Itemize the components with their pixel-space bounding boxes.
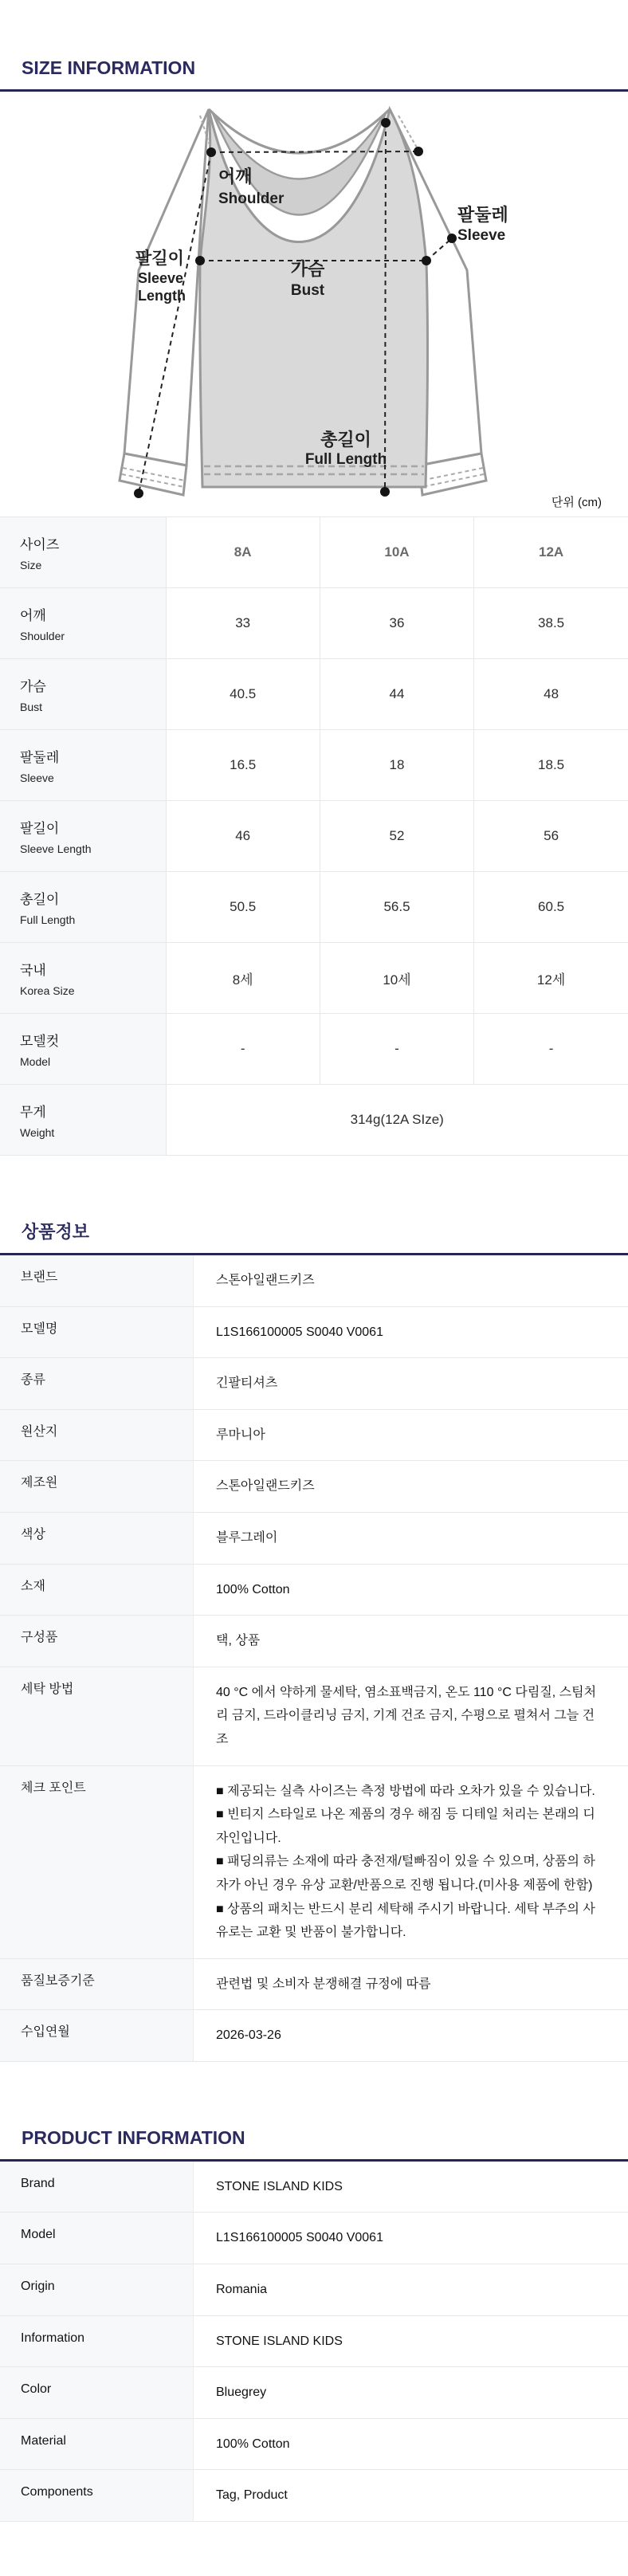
- row-label-ko: 총길이: [20, 888, 165, 908]
- row-label: 품질보증기준: [0, 1958, 194, 2010]
- check-point-line: ■ 패딩의류는 소재에 따라 충전재/털빠짐이 있을 수 있으며, 상품의 하자가 아닌 경우 유상 교환/반품으로 진행 됩니다.(미사용 제품에 한함): [216, 1850, 601, 1897]
- row-value: L1S166100005 S0040 V0061: [194, 1306, 628, 1358]
- row-value: 56.5: [320, 872, 473, 943]
- row-label-en: Bust: [20, 701, 165, 713]
- row-value: 관련법 및 소비자 분쟁해결 규정에 따름: [194, 1958, 628, 2010]
- unit-label: 단위 (cm): [0, 493, 628, 510]
- product-info-en-title: PRODUCT INFORMATION: [0, 2127, 628, 2159]
- row-label: [0, 659, 166, 730]
- shirt-measurement-diagram: [59, 103, 569, 501]
- diagram-label-sleeve-length-ko: 팔길이: [135, 249, 184, 268]
- table-row: [0, 1616, 628, 1667]
- table-row: [0, 2010, 628, 2062]
- row-value: 루마니아: [194, 1409, 628, 1461]
- row-value: STONE ISLAND KIDS: [194, 2162, 628, 2213]
- row-label-en: Full Length: [20, 913, 165, 926]
- product-info-ko-section: [0, 1221, 628, 2062]
- row-value: 36: [320, 588, 473, 659]
- row-label: Model: [0, 2213, 194, 2264]
- row-label: [0, 943, 166, 1014]
- row-value: 10A: [320, 517, 473, 588]
- table-row: [0, 1306, 628, 1358]
- table-row: [0, 1512, 628, 1564]
- diagram-label-full-length-ko: 총길이: [320, 430, 371, 450]
- diagram-label-full-length-en: Full Length: [305, 451, 387, 468]
- row-value: STONE ISLAND KIDS: [194, 2315, 628, 2367]
- table-row: [0, 2418, 628, 2470]
- table-row: [0, 1461, 628, 1513]
- row-label-ko: 사이즈: [20, 533, 165, 553]
- row-label-en: Sleeve Length: [20, 842, 165, 855]
- section-divider: [0, 89, 628, 92]
- row-value: 스톤아일랜드키즈: [194, 1255, 628, 1306]
- size-diagram: [59, 103, 569, 501]
- row-label: [0, 801, 166, 872]
- row-label: [0, 1014, 166, 1085]
- row-value: 100% Cotton: [194, 2418, 628, 2470]
- table-row: [0, 2367, 628, 2419]
- row-value: Tag, Product: [194, 2470, 628, 2522]
- row-value: 택, 상품: [194, 1616, 628, 1667]
- row-label-ko: 어깨: [20, 604, 165, 624]
- row-value: 48: [474, 659, 628, 730]
- check-point-line: ■ 빈티지 스타일로 나온 제품의 경우 해짐 등 디테일 처리는 본래의 디자인입니다.: [216, 1803, 601, 1850]
- row-value: 44: [320, 659, 473, 730]
- row-value: 33: [166, 588, 320, 659]
- row-label: 구성품: [0, 1616, 194, 1667]
- row-value: [194, 1765, 628, 1958]
- row-label: Color: [0, 2367, 194, 2419]
- row-label-ko: 팔둘레: [20, 746, 165, 766]
- table-row: [0, 1014, 628, 1085]
- size-information-title: SIZE INFORMATION: [0, 57, 628, 89]
- table-row: [0, 1085, 628, 1156]
- product-info-en-section: [0, 2127, 628, 2522]
- row-value: 긴팔티셔츠: [194, 1358, 628, 1410]
- row-value: 스톤아일랜드키즈: [194, 1461, 628, 1513]
- diagram-label-sleeve-length-en2: Length: [138, 288, 186, 304]
- row-label: 체크 포인트: [0, 1765, 194, 1958]
- diagram-label-shoulder-ko: 어깨: [218, 167, 253, 187]
- row-value: Bluegrey: [194, 2367, 628, 2419]
- row-label: 세탁 방법: [0, 1667, 194, 1765]
- row-label: Components: [0, 2470, 194, 2522]
- diagram-label-sleeve-ko: 팔둘레: [457, 205, 508, 225]
- check-point-line: ■ 상품의 패치는 반드시 분리 세탁해 주시기 바랍니다. 세탁 부주의 사유로는 교환 및 반품이 불가합니다.: [216, 1898, 601, 1945]
- table-row: [0, 659, 628, 730]
- row-value: 2026-03-26: [194, 2010, 628, 2062]
- table-row: [0, 2315, 628, 2367]
- row-value: L1S166100005 S0040 V0061: [194, 2213, 628, 2264]
- diagram-label-bust-ko: 가슴: [291, 259, 325, 279]
- row-label: [0, 730, 166, 801]
- top-spacer: [0, 0, 628, 57]
- row-value: 18.5: [474, 730, 628, 801]
- row-value: 46: [166, 801, 320, 872]
- table-row: [0, 517, 628, 588]
- table-row: [0, 2264, 628, 2316]
- row-value: 8A: [166, 517, 320, 588]
- row-label: Brand: [0, 2162, 194, 2213]
- row-label-en: Weight: [20, 1126, 165, 1139]
- row-value: 40.5: [166, 659, 320, 730]
- row-value: -: [474, 1014, 628, 1085]
- table-row: [0, 872, 628, 943]
- row-label-ko: 국내: [20, 959, 165, 979]
- row-value: 38.5: [474, 588, 628, 659]
- row-label-en: Korea Size: [20, 984, 165, 997]
- table-row: [0, 1667, 628, 1765]
- row-label: Origin: [0, 2264, 194, 2316]
- size-information-section: [0, 57, 628, 1156]
- row-label: 모델명: [0, 1306, 194, 1358]
- table-row: [0, 2470, 628, 2522]
- row-value: Romania: [194, 2264, 628, 2316]
- row-value: 100% Cotton: [194, 1564, 628, 1616]
- table-row: [0, 943, 628, 1014]
- row-label-ko: 모델컷: [20, 1030, 165, 1050]
- row-label-en: Shoulder: [20, 630, 165, 642]
- row-label-ko: 팔길이: [20, 817, 165, 837]
- product-info-ko-title: 상품정보: [0, 1221, 628, 1253]
- row-value: 16.5: [166, 730, 320, 801]
- diagram-label-sleeve-length-en1: Sleeve: [138, 270, 183, 286]
- row-label: [0, 588, 166, 659]
- row-value: 52: [320, 801, 473, 872]
- row-label: 제조원: [0, 1461, 194, 1513]
- table-row: [0, 1564, 628, 1616]
- diagram-label-shoulder-en: Shoulder: [218, 190, 285, 207]
- row-value: 8세: [166, 943, 320, 1014]
- row-value: 40 °C 에서 약하게 물세탁, 염소표백금지, 온도 110 °C 다림질, 스팀처리 금지, 드라이클리닝 금지, 기계 건조 금지, 수평으로 펼쳐서 그늘 건조: [194, 1667, 628, 1765]
- table-row: [0, 801, 628, 872]
- diagram-label-sleeve-en: Sleeve: [457, 227, 505, 244]
- row-value: -: [320, 1014, 473, 1085]
- bottom-spacer: [0, 2522, 628, 2576]
- row-label: 수입연월: [0, 2010, 194, 2062]
- table-row: [0, 730, 628, 801]
- table-row: [0, 588, 628, 659]
- table-row: [0, 1958, 628, 2010]
- row-label: [0, 517, 166, 588]
- table-row: [0, 2162, 628, 2213]
- diagram-label-bust-en: Bust: [291, 282, 325, 299]
- product-info-ko-table: [0, 1255, 628, 2062]
- row-label: Material: [0, 2418, 194, 2470]
- row-label: [0, 1085, 166, 1156]
- product-info-en-table: [0, 2162, 628, 2522]
- row-label: 브랜드: [0, 1255, 194, 1306]
- row-label-ko: 가슴: [20, 675, 165, 695]
- row-label: [0, 872, 166, 943]
- row-value-span: 314g(12A SIze): [166, 1085, 628, 1156]
- row-value: 12A: [474, 517, 628, 588]
- row-label: 색상: [0, 1512, 194, 1564]
- row-label: 소재: [0, 1564, 194, 1616]
- row-label-en: Size: [20, 559, 165, 571]
- table-row: [0, 1358, 628, 1410]
- row-label: 종류: [0, 1358, 194, 1410]
- row-label-en: Model: [20, 1055, 165, 1068]
- row-label: 원산지: [0, 1409, 194, 1461]
- row-value: -: [166, 1014, 320, 1085]
- row-value: 블루그레이: [194, 1512, 628, 1564]
- check-point-line: ■ 제공되는 실측 사이즈는 측정 방법에 따라 오차가 있을 수 있습니다.: [216, 1780, 601, 1804]
- row-value: 60.5: [474, 872, 628, 943]
- row-value: 12세: [474, 943, 628, 1014]
- row-value: 50.5: [166, 872, 320, 943]
- row-value: 18: [320, 730, 473, 801]
- size-table: [0, 516, 628, 1156]
- row-value: 56: [474, 801, 628, 872]
- table-row-check-points: [0, 1765, 628, 1958]
- row-value: 10세: [320, 943, 473, 1014]
- row-label-en: Sleeve: [20, 772, 165, 784]
- table-row: [0, 2213, 628, 2264]
- row-label: Information: [0, 2315, 194, 2367]
- table-row: [0, 1255, 628, 1306]
- row-label-ko: 무게: [20, 1101, 165, 1121]
- table-row: [0, 1409, 628, 1461]
